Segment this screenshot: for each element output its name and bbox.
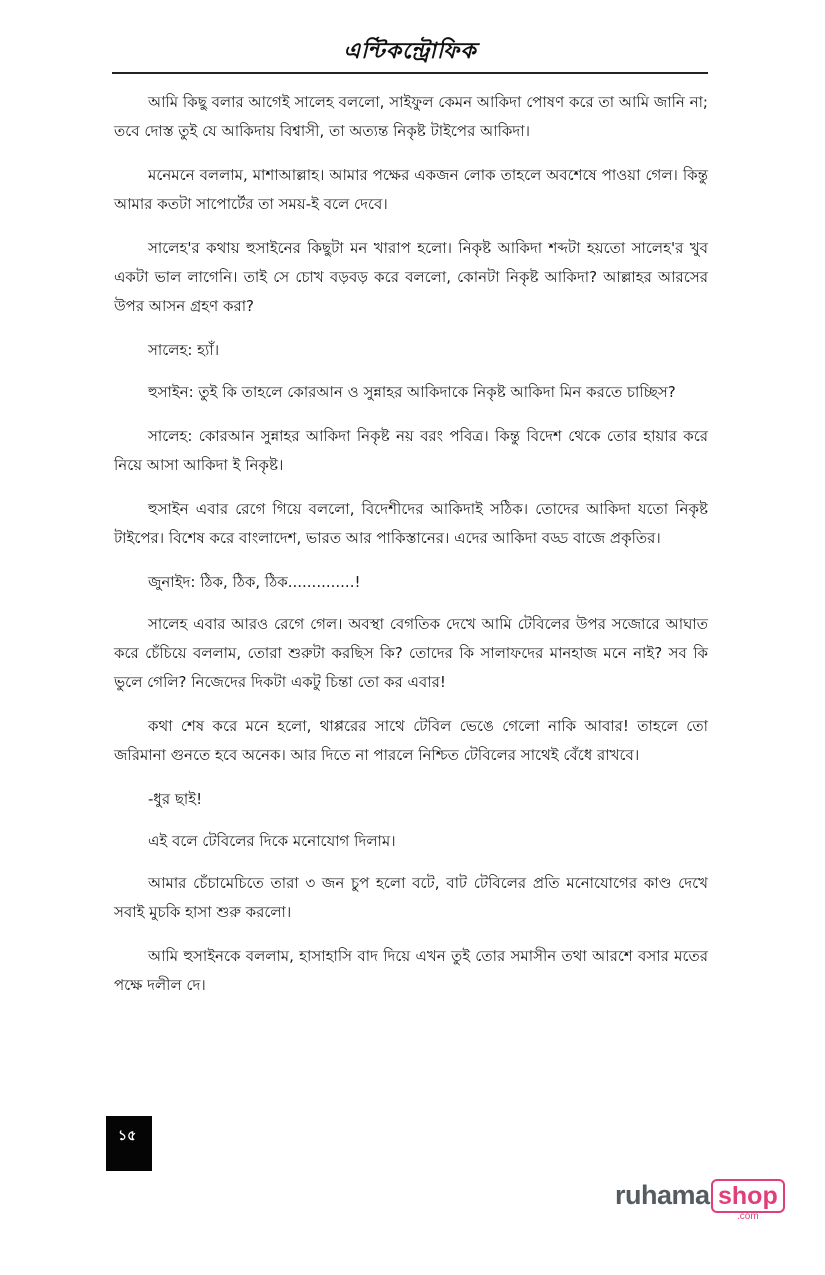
watermark-brand-left: ruhama bbox=[615, 1180, 710, 1210]
paragraph-5: হুসাইন: তুই কি তাহলে কোরআন ও সুন্নাহর আকিদাকে নিকৃষ্ট আকিদা মিন করতে চাচ্ছিস? bbox=[148, 383, 676, 401]
paragraph-12: এই বলে টেবিলের দিকে মনোযোগ দিলাম। bbox=[148, 832, 396, 850]
body-text bbox=[114, 88, 708, 1015]
paragraph-2: মনেমনে বললাম, মাশাআল্লাহ। আমার পক্ষের একজন লোক তাহলে অবশেষে পাওয়া গেল। কিন্তু আমার কতটা সাপোর্টের তা সময়-ই বলে দেবে। bbox=[114, 166, 708, 213]
paragraph-4: সালেহ: হ্যাঁ। bbox=[148, 341, 220, 359]
paragraph-13: আমার চেঁচামেচিতে তারা ৩ জন চুপ হলো বটে, বাট টেবিলের প্রতি মনোযোগের কাণ্ড দেখে সবাই মুচকি হাসা শুরু করলো। bbox=[114, 874, 708, 921]
page-number: ১৫ bbox=[118, 1128, 137, 1144]
watermark-domain: .com bbox=[737, 1211, 759, 1222]
paragraph-3: সালেহ'র কথায় হুসাইনের কিছুটা মন খারাপ হলো। নিকৃষ্ট আকিদা শব্দটা হয়তো সালেহ'র খুব একটা ভাল লাগেনি। তাই সে চোখ বড়বড় করে বললো, কোনটা নিকৃষ্ট আকিদা? আল্লাহর আরসের উপর আসন গ্রহণ করা? bbox=[114, 239, 708, 315]
paragraph-8: জুনাইদ: ঠিক, ঠিক, ঠিক..............! bbox=[148, 573, 361, 591]
paragraph-10: কথা শেষ করে মনে হলো, থাপ্পরের সাথে টেবিল ভেঙে গেলো নাকি আবার! তাহলে তো জরিমানা গুনতে হবে অনেক। আর দিতে না পারলে নিশ্চিত টেবিলের সাথেই বেঁধে রাখবে। bbox=[114, 717, 708, 764]
book-title: এন্টিকন্ট্রোফিক bbox=[343, 38, 477, 64]
paragraph-9: সালেহ এবার আরও রেগে গেল। অবস্থা বেগতিক দেখে আমি টেবিলের উপর সজোরে আঘাত করে চেঁচিয়ে বললাম, তোরা শুরুটা করছিস কি? তোদের কি সালাফদের মানহাজ মনে নাই? সব কি ভুলে গেলি? নিজেদের দিকটা একটু চিন্তা তো কর এবার! bbox=[114, 615, 708, 691]
page-number-box bbox=[106, 1116, 152, 1171]
page-header bbox=[112, 28, 708, 74]
paragraph-14: আমি হুসাইনকে বললাম, হাসাহাসি বাদ দিয়ে এখন তুই তোর সমাসীন তথা আরশে বসার মতের পক্ষে দলীল দে। bbox=[114, 947, 708, 994]
paragraph-1: আমি কিছু বলার আগেই সালেহ বললো, সাইফুল কেমন আকিদা পোষণ করে তা আমি জানি না; তবে দোস্ত তুই যে আকিদায় বিশ্বাসী, তা অত্যন্ত নিকৃষ্ট টাইপের আকিদা। bbox=[114, 93, 708, 140]
paragraph-11: -ধুর ছাই! bbox=[148, 790, 203, 808]
publisher-watermark bbox=[615, 1176, 785, 1226]
paragraph-6: সালেহ: কোরআন সুন্নাহর আকিদা নিকৃষ্ট নয় বরং পবিত্র। কিন্তু বিদেশ থেকে তোর হায়ার করে নিয়ে আসা আকিদা ই নিকৃষ্ট। bbox=[114, 427, 708, 474]
watermark-brand-right: shop bbox=[711, 1179, 785, 1213]
paragraph-7: হুসাইন এবার রেগে গিয়ে বললো, বিদেশীদের আকিদাই সঠিক। তোদের আকিদা যতো নিকৃষ্ট টাইপের। বিশেষ করে বাংলাদেশ, ভারত আর পাকিস্তানের। এদের আকিদা বড্ড বাজে প্রকৃতির। bbox=[114, 500, 708, 547]
